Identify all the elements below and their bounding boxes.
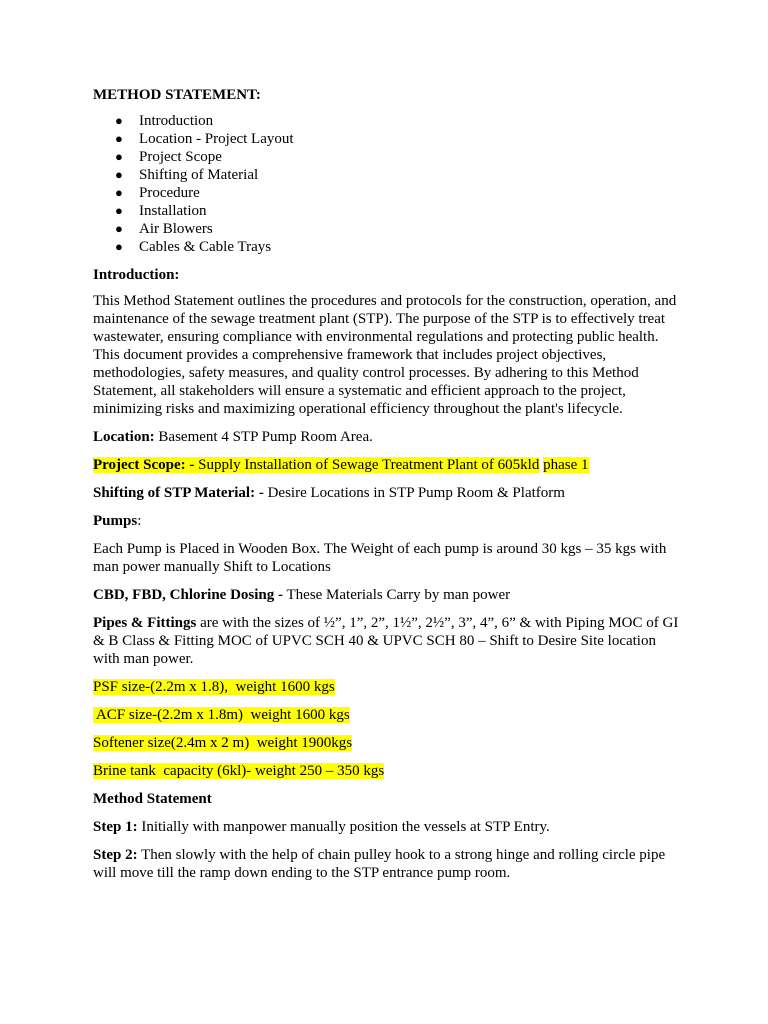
dosing-value: These Materials Carry by man power: [283, 587, 511, 603]
spec-highlight: Brine tank capacity (6kl)- weight 250 – 350 kgs: [93, 763, 385, 779]
spec-line: [93, 678, 683, 696]
project-scope-label: Project Scope: -: [93, 457, 195, 473]
toc-item: ● Cables & Cable Trays: [115, 239, 272, 255]
bullet-icon: ●: [115, 185, 123, 200]
document-body: [93, 86, 683, 892]
step-line: [93, 818, 683, 836]
pumps-text: Each Pump is Placed in Wooden Box. The Weight of each pump is around 30 kgs – 35 kgs with man power manually Shift to Locations: [93, 541, 667, 575]
spec-highlight: Softener size(2.4m x 2 m) weight 1900kgs: [93, 735, 353, 751]
document-title: METHOD STATEMENT:: [93, 87, 261, 103]
toc-item: ● Introduction: [115, 113, 214, 129]
bullet-icon: ●: [115, 149, 123, 164]
step-label: Step 1:: [93, 819, 138, 835]
pipes-label: Pipes & Fittings: [93, 615, 197, 631]
shifting-label: Shifting of STP Material: -: [93, 485, 264, 501]
location-line: [93, 428, 683, 446]
toc-item: ● Shifting of Material: [115, 167, 259, 183]
project-scope-highlight: [93, 457, 539, 473]
pumps-label: Pumps: [93, 513, 138, 529]
spec-line: [93, 706, 683, 724]
toc-item: ● Installation: [115, 203, 207, 219]
shifting-line: [93, 484, 683, 502]
project-scope-line: [93, 456, 683, 474]
toc-item: ● Procedure: [115, 185, 200, 201]
pipes-line: [93, 614, 683, 668]
pipes-value: are with the sizes of ½”, 1”, 2”, 1½”, 2½”, 3”, 4”, 6” & with Piping MOC of GI & B Class & Fitting MOC of UPVC SCH 40 & UPVC SCH 80 – Shift to Desire Site location with man power.: [93, 615, 679, 667]
dosing-line: [93, 586, 683, 604]
table-of-contents: [93, 112, 683, 256]
bullet-icon: ●: [115, 167, 123, 182]
location-value: Basement 4 STP Pump Room Area.: [154, 429, 373, 445]
bullet-icon: ●: [115, 131, 123, 146]
method-statement-heading: Method Statement: [93, 791, 212, 807]
step-label: Step 2:: [93, 847, 138, 863]
step-text: Initially with manpower manually position the vessels at STP Entry.: [137, 819, 550, 835]
bullet-icon: ●: [115, 221, 123, 236]
shifting-value: Desire Locations in STP Pump Room & Platform: [263, 485, 565, 501]
spec-highlight: ACF size-(2.2m x 1.8m) weight 1600 kgs: [93, 707, 350, 723]
project-scope-phase: phase 1: [543, 457, 589, 473]
introduction-heading: Introduction:: [93, 267, 180, 283]
spec-line: [93, 762, 683, 780]
step-line: [93, 846, 683, 882]
pumps-colon: :: [137, 513, 142, 529]
step-text: Then slowly with the help of chain pulley hook to a strong hinge and rolling circle pipe will move till the ramp down ending to the STP entrance pump room.: [93, 847, 666, 881]
pumps-heading: [93, 512, 683, 530]
spec-highlight: PSF size-(2.2m x 1.8), weight 1600 kgs: [93, 679, 335, 695]
bullet-icon: ●: [115, 203, 123, 218]
dosing-label: CBD, FBD, Chlorine Dosing -: [93, 587, 284, 603]
toc-item: ● Location - Project Layout: [115, 131, 294, 147]
location-label: Location:: [93, 429, 155, 445]
introduction-text: This Method Statement outlines the procedures and protocols for the construction, operation, and maintenance of the sewage treatment plant (STP). The purpose of the STP is to effectively treat wastewater, ensuring compliance with environmental regulations and protecting public health. This document provides a comprehensive framework that includes project objectives, methodologies, safety measures, and quality control processes. By adhering to this Method Statement, all stakeholders will ensure a systematic and efficient approach to the project, minimizing risks and maximizing operational efficiency throughout the plant's lifecycle.: [93, 293, 677, 417]
spec-line: [93, 734, 683, 752]
toc-item: ● Project Scope: [115, 149, 222, 165]
project-scope-value: Supply Installation of Sewage Treatment Plant of 605kld: [194, 457, 540, 473]
bullet-icon: ●: [115, 239, 123, 254]
toc-item: ● Air Blowers: [115, 221, 213, 237]
bullet-icon: ●: [115, 113, 123, 128]
